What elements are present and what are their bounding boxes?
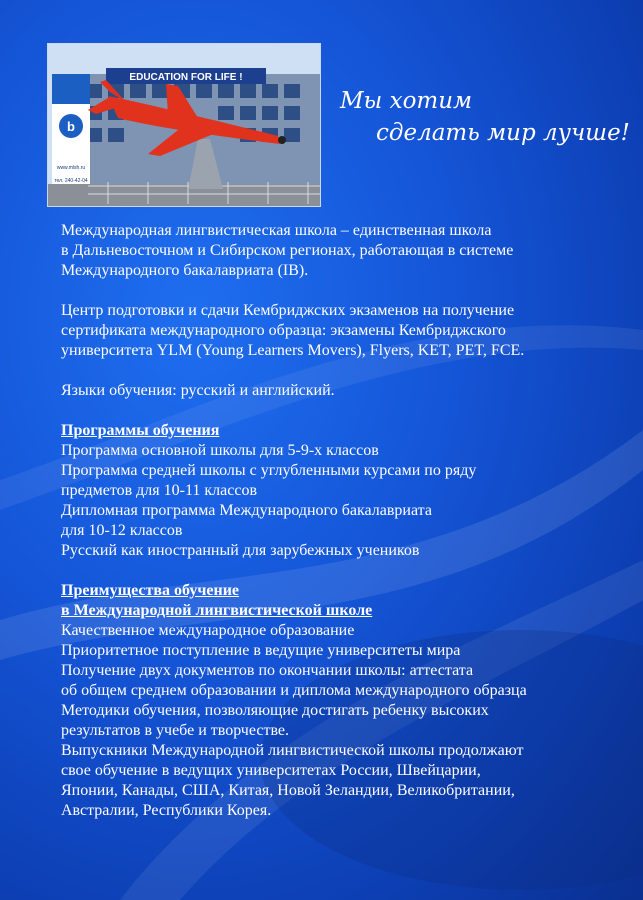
program-item: для 10-12 классов: [61, 522, 183, 539]
school-building-photo: [47, 43, 321, 207]
advantage-item: Получение двух документов по окончании школы: аттестата: [61, 662, 474, 679]
advantage-item: об общем среднем образовании и диплома международного образца: [61, 682, 527, 699]
intro-line: в Дальневосточном и Сибирском регионах, работающая в системе: [61, 242, 514, 259]
advantages-heading-line-1: Преимущества обучение: [61, 582, 240, 599]
advantages-heading-line-2: в Международной лингвистической школе: [61, 602, 373, 619]
program-item: Программа основной школы для 5-9-х классов: [61, 442, 379, 459]
advantage-item: Методики обучения, позволяющие достигать ребенку высоких: [61, 702, 489, 719]
cambridge-line: университета YLM (Young Learners Movers), Flyers, KET, PET, FCE.: [61, 342, 525, 359]
slogan: [340, 88, 630, 158]
slogan-line-2: сделать мир лучше!: [376, 120, 630, 146]
program-item: Программа средней школы с углубленными курсами по ряду: [61, 462, 477, 479]
advantage-item: Качественное международное образование: [61, 622, 355, 639]
program-item: предметов для 10-11 классов: [61, 482, 257, 499]
svg-text:тел. 240-42-04: тел. 240-42-04: [54, 178, 88, 184]
programs-heading: Программы обучения: [61, 422, 220, 439]
cambridge-line: Центр подготовки и сдачи Кембриджских экзаменов на получение: [61, 302, 515, 319]
languages-line: Языки обучения: русский и английский.: [61, 382, 335, 399]
program-item: Дипломная программа Международного бакалавриата: [61, 502, 432, 519]
advantage-item: Приоритетное поступление в ведущие университеты мира: [61, 642, 461, 659]
svg-text:b: b: [67, 119, 75, 134]
advantage-item: Японии, Канады, США, Китая, Новой Зеландии, Великобритании,: [61, 782, 515, 799]
intro-line: Международного бакалавриата (IB).: [61, 262, 309, 279]
program-item: Русский как иностранный для зарубежных учеников: [61, 542, 420, 559]
cambridge-line: сертификата международного образца: экзамены Кембриджского: [61, 322, 506, 339]
svg-text:www.mlsh.ru: www.mlsh.ru: [56, 165, 86, 171]
advantage-item: свое обучение в ведущих университетах России, Швейцарии,: [61, 762, 481, 779]
brochure-text: [61, 221, 631, 821]
intro-line: Международная лингвистическая школа – единственная школа: [61, 222, 492, 239]
slogan-line-1: Мы хотим: [340, 88, 473, 114]
advantage-item: результатов в учебе и творчестве.: [61, 722, 289, 739]
svg-text:EDUCATION FOR LIFE !: EDUCATION FOR LIFE !: [129, 72, 243, 83]
advantage-item: Выпускники Международной лингвистической школы продолжают: [61, 742, 524, 759]
advantage-item: Австралии, Республики Корея.: [61, 802, 272, 819]
